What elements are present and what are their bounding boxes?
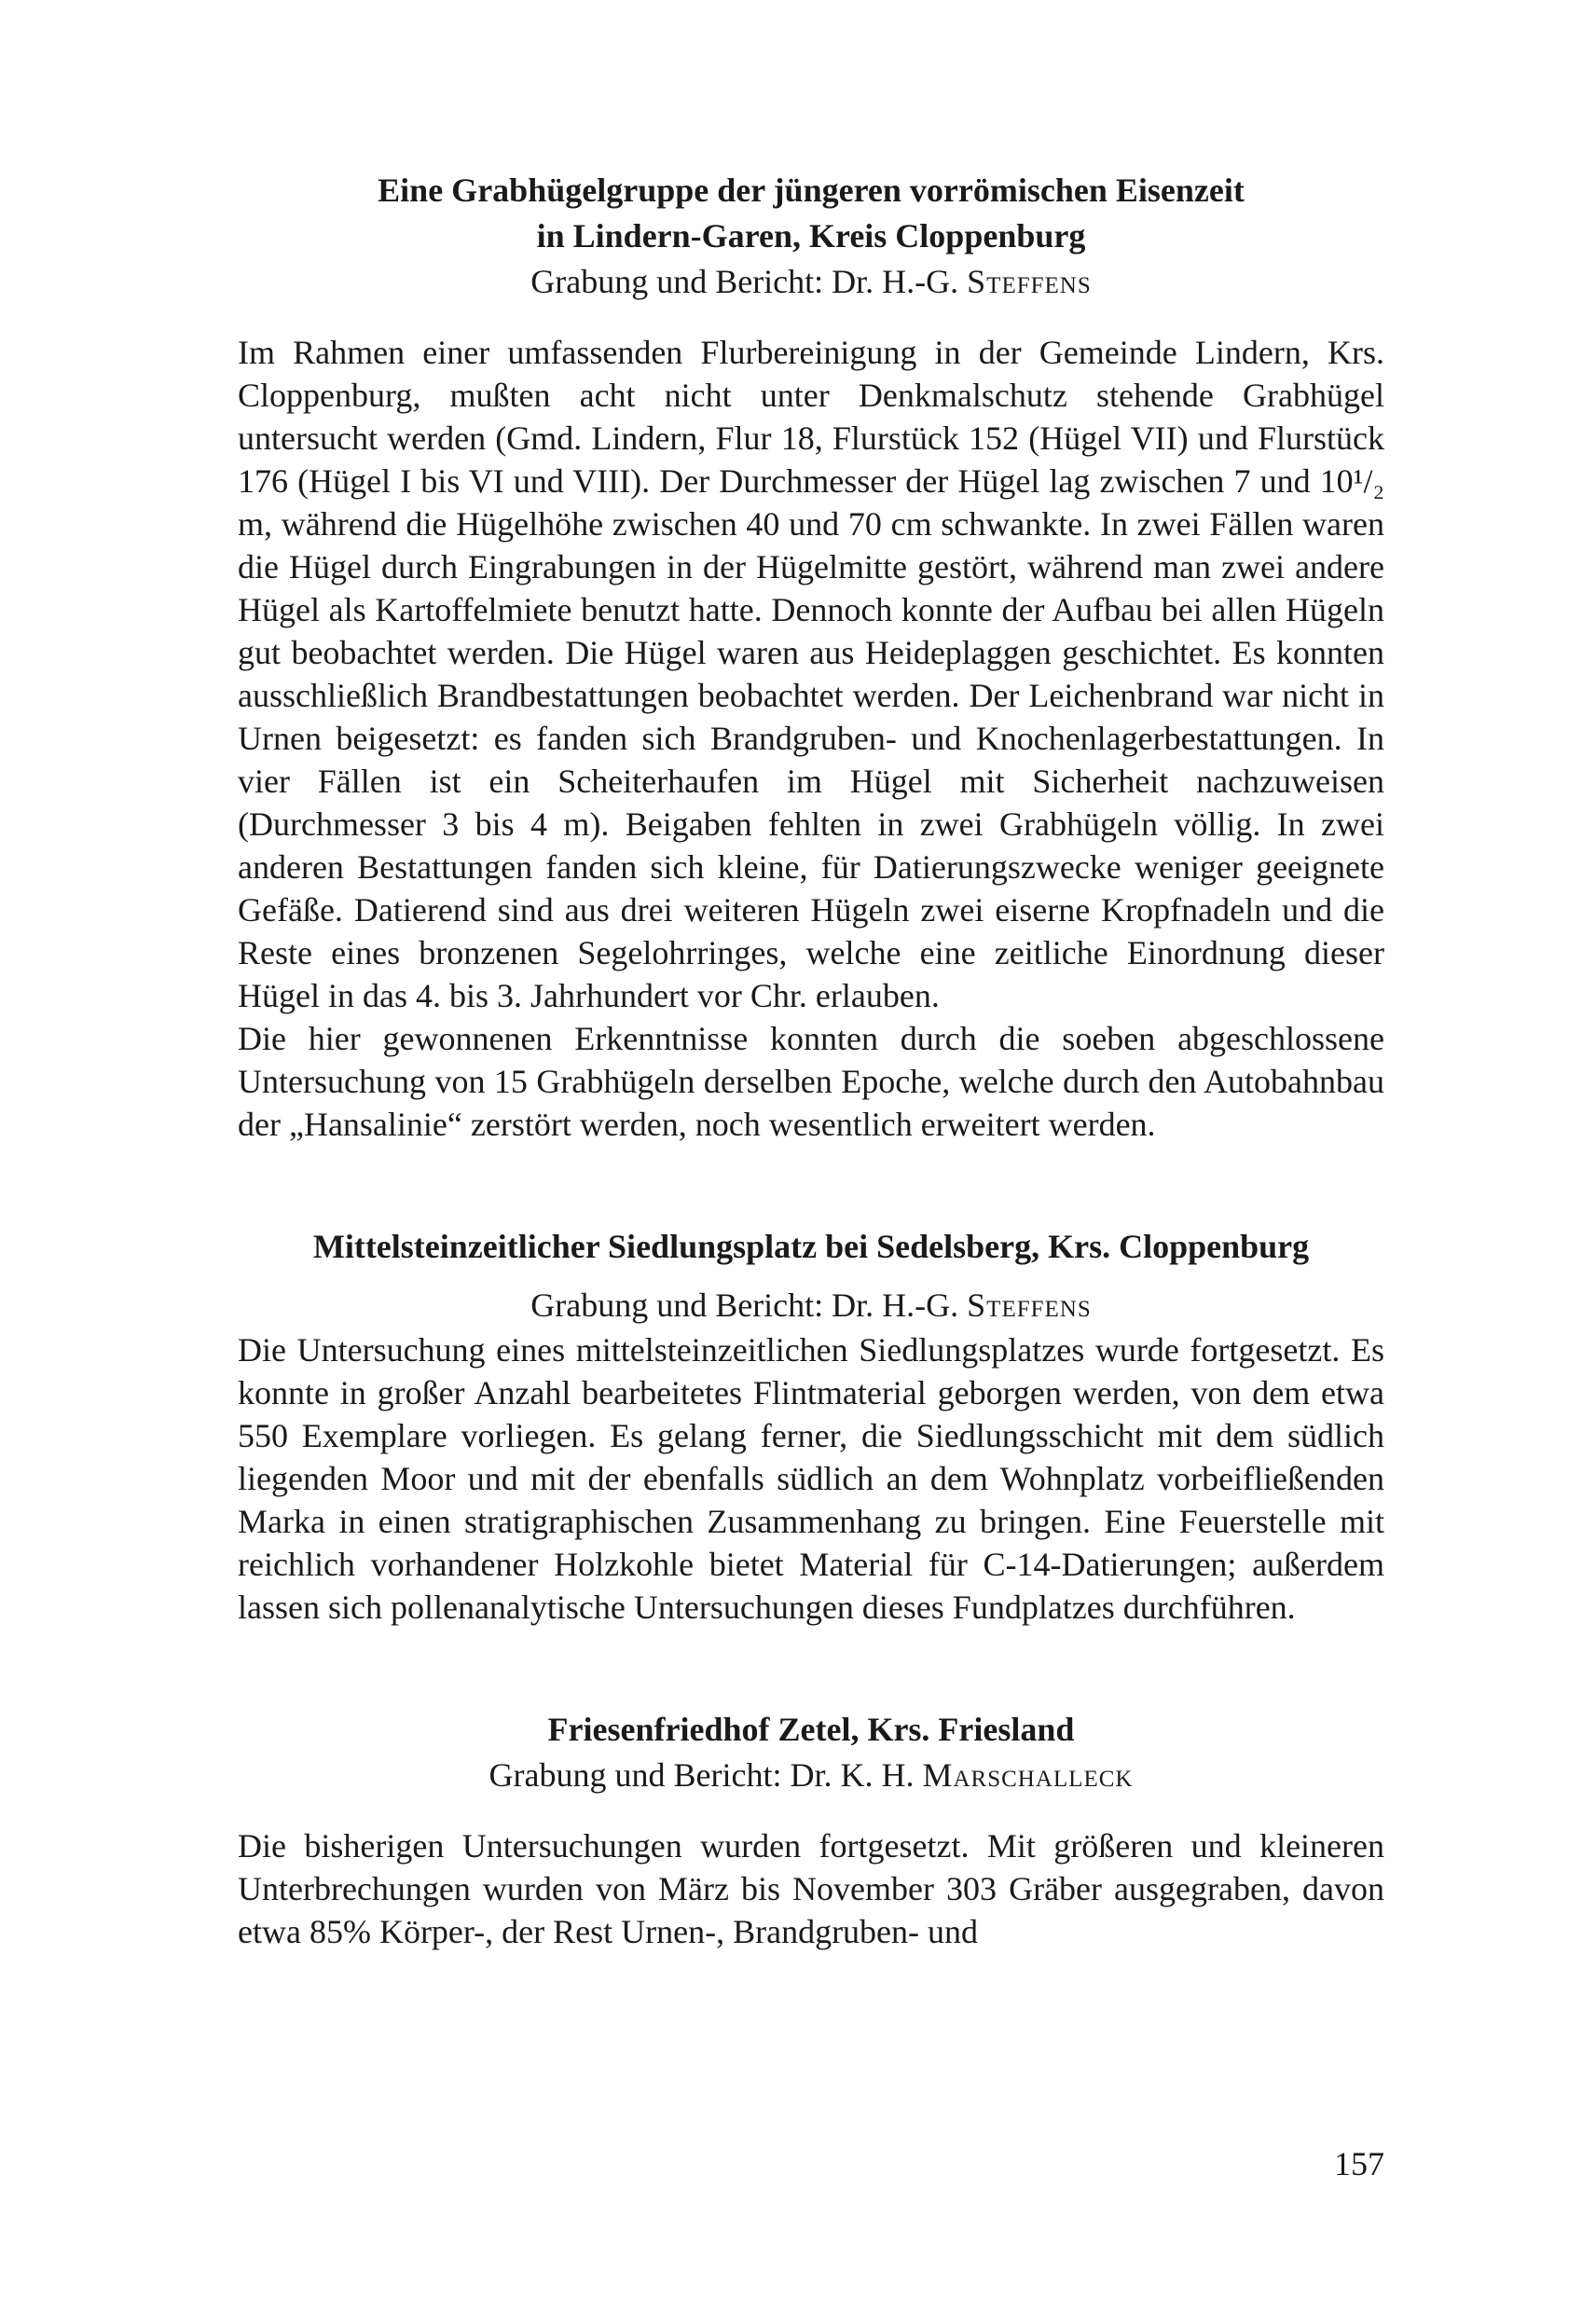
paragraph-lindern-2: Die hier gewonnenen Erkenntnisse konnten durch die soeben abgeschlossene Untersuchung von 15 Grabhügeln derselben Epoche, welche durch den Autobahnbau der „Hansalinie“ zerstört werden, noch wesentlich erweitert werden.: [238, 1020, 1384, 1143]
byline-author: Marschalleck: [922, 1756, 1134, 1794]
document-page: [238, 168, 1384, 1953]
section-title-zetel: Friesenfriedhof Zetel, Krs. Friesland: [547, 1711, 1075, 1748]
byline-author: Steffens: [967, 1287, 1092, 1324]
byline-sedelsberg: [238, 1283, 1384, 1328]
byline-zetel: [238, 1753, 1384, 1798]
paragraph-zetel-1: Die bisherigen Untersuchungen wurden fortgesetzt. Mit größeren und kleineren Unterbrechungen wurden von März bis November 303 Gräber ausgegraben, davon etwa 85% Körper-, der Rest Urnen-, Brandgruben- und: [238, 1827, 1384, 1950]
byline-author: Steffens: [967, 263, 1092, 300]
section-title-line2: in Lindern-Garen, Kreis Cloppenburg: [536, 217, 1086, 255]
byline-lindern: [238, 259, 1384, 305]
byline-prefix: Grabung und Bericht: Dr. H.-G.: [530, 263, 959, 300]
section-title-line1: Eine Grabhügelgruppe der jüngeren vorrömischen Eisenzeit: [378, 172, 1245, 209]
paragraph-lindern-1: Im Rahmen einer umfassenden Flurbereinigung in der Gemeinde Lindern, Krs. Cloppenburg, mußten acht nicht unter Denkmalschutz stehende Grabhügel untersucht werden (Gmd. Lindern, Flur 18, Flurstück 152 (Hügel VII) und Flurstück 176 (Hügel I bis VI und VIII). Der Durchmesser der Hügel lag zwischen 7 und 10¹/₂ m, während die Hügelhöhe zwischen 40 und 70 cm schwankte. In zwei Fällen waren die Hügel durch Eingrabungen in der Hügelmitte gestört, während man zwei andere Hügel als Kartoffelmiete benutzt hatte. Dennoch konnte der Aufbau bei allen Hügeln gut beobachtet werden. Die Hügel waren aus Heideplaggen geschichtet. Es konnten ausschließlich Brandbestattungen beobachtet werden. Der Leichenbrand war nicht in Urnen beigesetzt: es fanden sich Brandgruben- und Knochenlagerbestattungen. In vier Fällen ist ein Scheiterhaufen im Hügel mit Sicherheit nachzuweisen (Durchmesser 3 bis 4 m). Beigaben fehlten in zwei Grabhügeln völlig. In zwei anderen Bestattungen fanden sich kleine, für Datierungszwecke weniger geeignete Gefäße. Datierend sind aus drei weiteren Hügeln zwei eiserne Kropfnadeln und die Reste eines bronzenen Segelohrringes, welche eine zeitliche Einordnung dieser Hügel in das 4. bis 3. Jahrhundert vor Chr. erlauben.: [238, 334, 1384, 1014]
section-title-sedelsberg: Mittelsteinzeitlicher Siedlungsplatz bei Sedelsberg, Krs. Cloppenburg: [312, 1228, 1310, 1265]
section-title-lindern: [238, 168, 1384, 259]
page-number: 157: [1334, 2145, 1384, 2182]
byline-prefix: Grabung und Bericht: Dr. K. H.: [488, 1756, 915, 1794]
paragraph-sedelsberg-1: Die Untersuchung eines mittelsteinzeitlichen Siedlungsplatzes wurde fortgesetzt. Es konnte in großer Anzahl bearbeitetes Flintmaterial geborgen werden, von dem etwa 550 Exemplare vorliegen. Es gelang ferner, die Siedlungsschicht mit dem südlich liegenden Moor und mit der ebenfalls südlich an dem Wohnplatz vorbeifließenden Marka in einen stratigraphischen Zusammenhang zu bringen. Eine Feuerstelle mit reichlich vorhandener Holzkohle bietet Material für C-14-Datierungen; außerdem lassen sich pollenanalytische Untersuchungen dieses Fundplatzes durchführen.: [238, 1331, 1384, 1626]
byline-prefix: Grabung und Bericht: Dr. H.-G.: [530, 1287, 959, 1324]
